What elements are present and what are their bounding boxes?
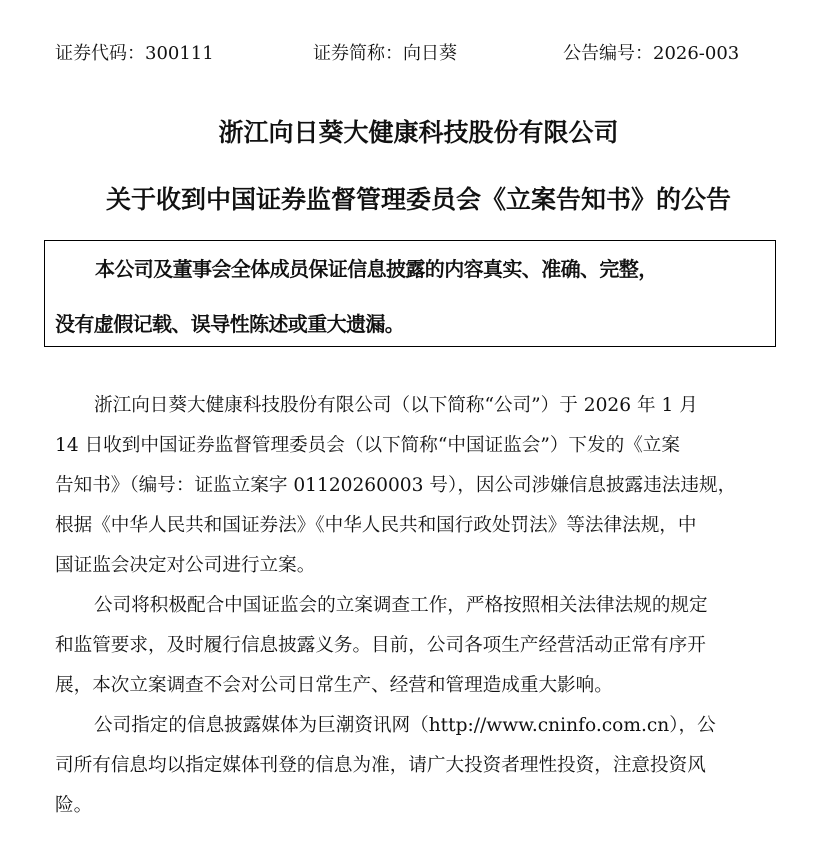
body-line: 和监管要求，及时履行信息披露义务。目前，公司各项生产经营活动正常有序开 [55, 635, 706, 656]
body-line: 告知书》（编号：证监立案字 01120260003 号），因公司涉嫌信息披露违法违规， [55, 475, 737, 496]
notice-line: 本公司及董事会全体成员保证信息披露的内容真实、准确、完整， [95, 257, 658, 281]
paragraph [55, 706, 785, 826]
paragraph [55, 586, 785, 706]
paragraph [55, 386, 785, 586]
body-line: 展，本次立案调查不会对公司日常生产、经营和管理造成重大影响。 [55, 675, 613, 696]
stock-name: 证券简称：向日葵 [313, 43, 457, 64]
announcement-number: 公告编号：2026-003 [563, 43, 740, 64]
document-header [0, 40, 837, 68]
notice-box [44, 240, 776, 347]
body-line: 公司指定的信息披露媒体为巨潮资讯网（http://www.cninfo.com.cn），公 [94, 715, 716, 736]
body-line: 14 日收到中国证券监督管理委员会（以下简称“中国证监会”）下发的《立案 [55, 435, 680, 456]
notice-line: 没有虚假记载、误导性陈述或重大遗漏。 [55, 312, 405, 336]
announcement-body [55, 386, 785, 826]
body-line: 公司将积极配合中国证监会的立案调查工作，严格按照相关法律法规的规定 [94, 595, 708, 616]
company-title: 浙江向日葵大健康科技股份有限公司 [218, 118, 619, 147]
body-line: 国证监会决定对公司进行立案。 [55, 555, 316, 576]
body-line: 司所有信息均以指定媒体刊登的信息为准，请广大投资者理性投资，注意投资风 [55, 755, 706, 776]
body-line: 险。 [55, 795, 93, 816]
stock-code: 证券代码：300111 [55, 43, 214, 64]
body-line: 根据《中华人民共和国证券法》《中华人民共和国行政处罚法》等法律法规，中 [55, 515, 697, 536]
announcement-title: 关于收到中国证券监督管理委员会《立案告知书》的公告 [105, 185, 731, 214]
body-line: 浙江向日葵大健康科技股份有限公司（以下简称“公司”）于 2026 年 1 月 [94, 395, 698, 416]
